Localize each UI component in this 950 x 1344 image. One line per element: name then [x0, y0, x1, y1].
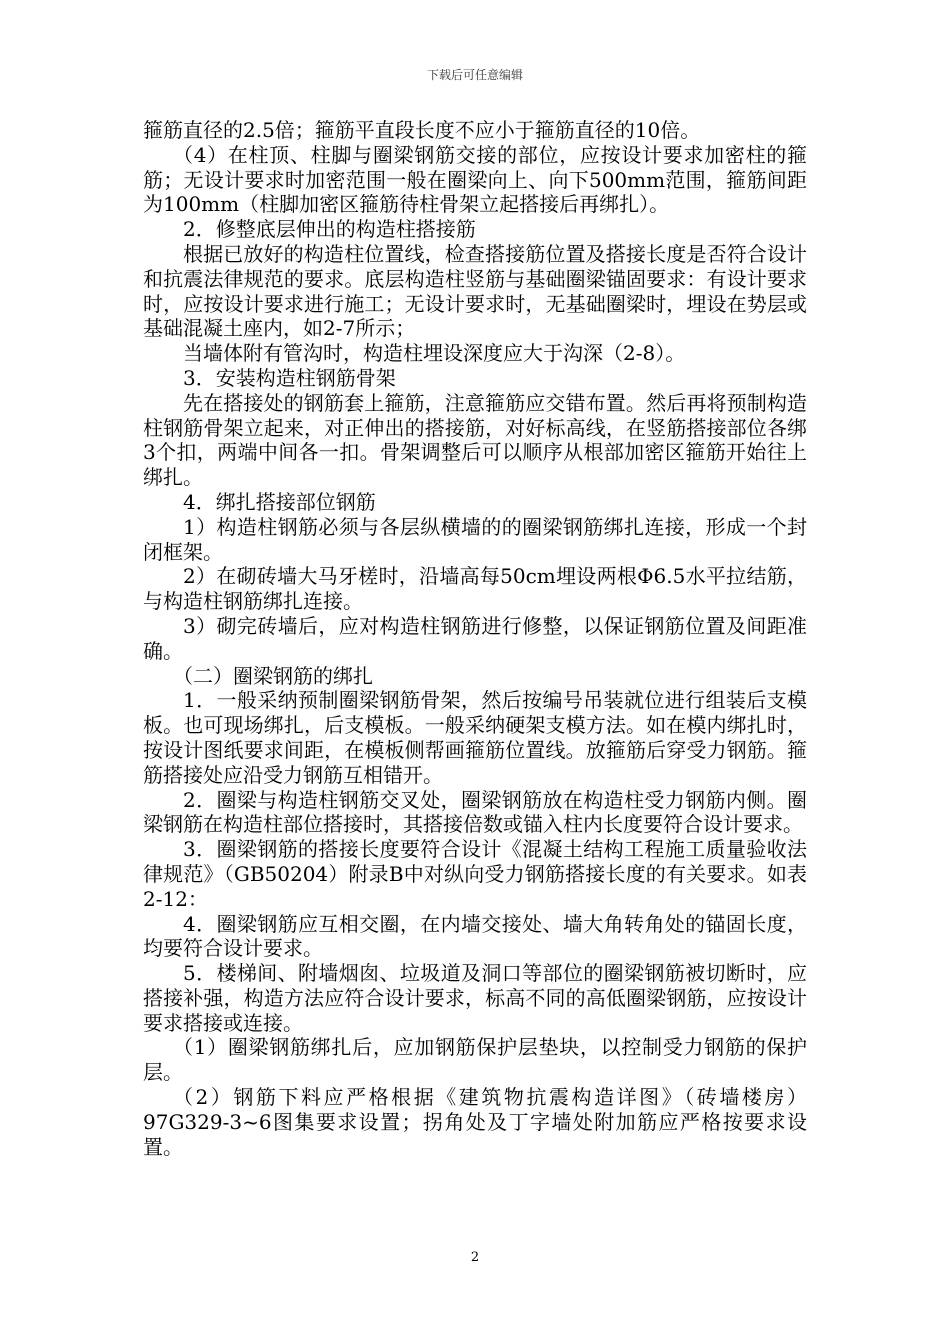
list-item: 3．圈梁钢筋的搭接长度要符合设计《混凝土结构工程施工质量验收法律规范》（GB50204）附录B中对纵向受力钢筋搭接长度的有关要求。如表2-12： — [143, 837, 807, 911]
page-header: 下载后可任意编辑 — [426, 68, 523, 82]
page-number: 2 — [470, 1250, 480, 1265]
paragraph: （4）在柱顶、柱脚与圈梁钢筋交接的部位，应按设计要求加密柱的箍筋；无设计要求时加密范围一般在圈梁向上、向下500mm范围，箍筋间距为100mm（柱脚加密区箍筋待柱骨架立起搭接后再绑扎）。 — [143, 142, 807, 217]
section-heading: 2．修整底层伸出的构造柱搭接筋 — [183, 217, 476, 242]
list-item: 2．圈梁与构造柱钢筋交叉处，圈梁钢筋放在构造柱受力钢筋内侧。圈梁钢筋在构造柱部位搭接时，其搭接倍数或锚入柱内长度要符合设计要求。 — [143, 787, 807, 837]
paragraph: 先在搭接处的钢筋套上箍筋，注意箍筋应交错布置。然后再将预制构造柱钢筋骨架立起来，对正伸出的搭接筋，对好标高线，在竖筋搭接部位各绑3个扣，两端中间各一扣。骨架调整后可以顺序从根部加密区箍筋开始往上绑扎。 — [143, 390, 807, 490]
list-item: 1）构造柱钢筋必须与各层纵横墙的的圈梁钢筋绑扎连接，形成一个封闭框架。 — [143, 514, 807, 564]
paragraph: 箍筋直径的2.5倍；箍筋平直段长度不应小于箍筋直径的10倍。 — [143, 118, 701, 142]
list-item: 2）在砌砖墙大马牙槎时，沿墙高每50cm埋设两根Φ6.5水平拉结筋，与构造柱钢筋绑扎连接。 — [143, 564, 807, 614]
section-heading: 3．安装构造柱钢筋骨架 — [183, 365, 396, 390]
list-item: （2）钢筋下料应严格根据《建筑物抗震构造详图》（砖墙楼房）97G329-3~6图集要求设置；拐角处及丁字墙处附加筋应严格按要求设置。 — [143, 1085, 807, 1159]
list-item: 5．楼梯间、附墙烟囱、垃圾道及洞口等部位的圈梁钢筋被切断时，应搭接补强，构造方法应符合设计要求，标高不同的高低圈梁钢筋，应按设计要求搭接或连接。 — [143, 961, 807, 1035]
section-heading: 4．绑扎搭接部位钢筋 — [183, 489, 376, 514]
list-item: 4．圈梁钢筋应互相交圈，在内墙交接处、墙大角转角处的锚固长度，均要符合设计要求。 — [143, 911, 807, 961]
paragraph: 当墙体附有管沟时，构造柱埋设深度应大于沟深（2-8）。 — [183, 341, 686, 366]
list-item: 1．一般采纳预制圈梁钢筋骨架，然后按编号吊装就位进行组装后支模板。也可现场绑扎，后支模板。一般采纳硬架支模方法。如在模内绑扎时，按设计图纸要求间距，在模板侧帮画箍筋位置线。放箍筋后穿受力钢筋。箍筋搭接处应沿受力钢筋互相错开。 — [143, 688, 807, 787]
list-item: （1）圈梁钢筋绑扎后，应加钢筋保护层垫块，以控制受力钢筋的保护层。 — [143, 1035, 807, 1085]
section-heading: （二）圈梁钢筋的绑扎 — [173, 663, 373, 688]
document-body — [143, 118, 807, 1159]
paragraph: 根据已放好的构造柱位置线，检查搭接筋位置及搭接长度是否符合设计和抗震法律规范的要求。底层构造柱竖筋与基础圈梁锚固要求：有设计要求时，应按设计要求进行施工；无设计要求时，无基础圈梁时，埋设在势层或基础混凝土座内，如2-7所示； — [143, 241, 807, 341]
list-item: 3）砌完砖墙后，应对构造柱钢筋进行修整，以保证钢筋位置及间距准确。 — [143, 613, 807, 663]
